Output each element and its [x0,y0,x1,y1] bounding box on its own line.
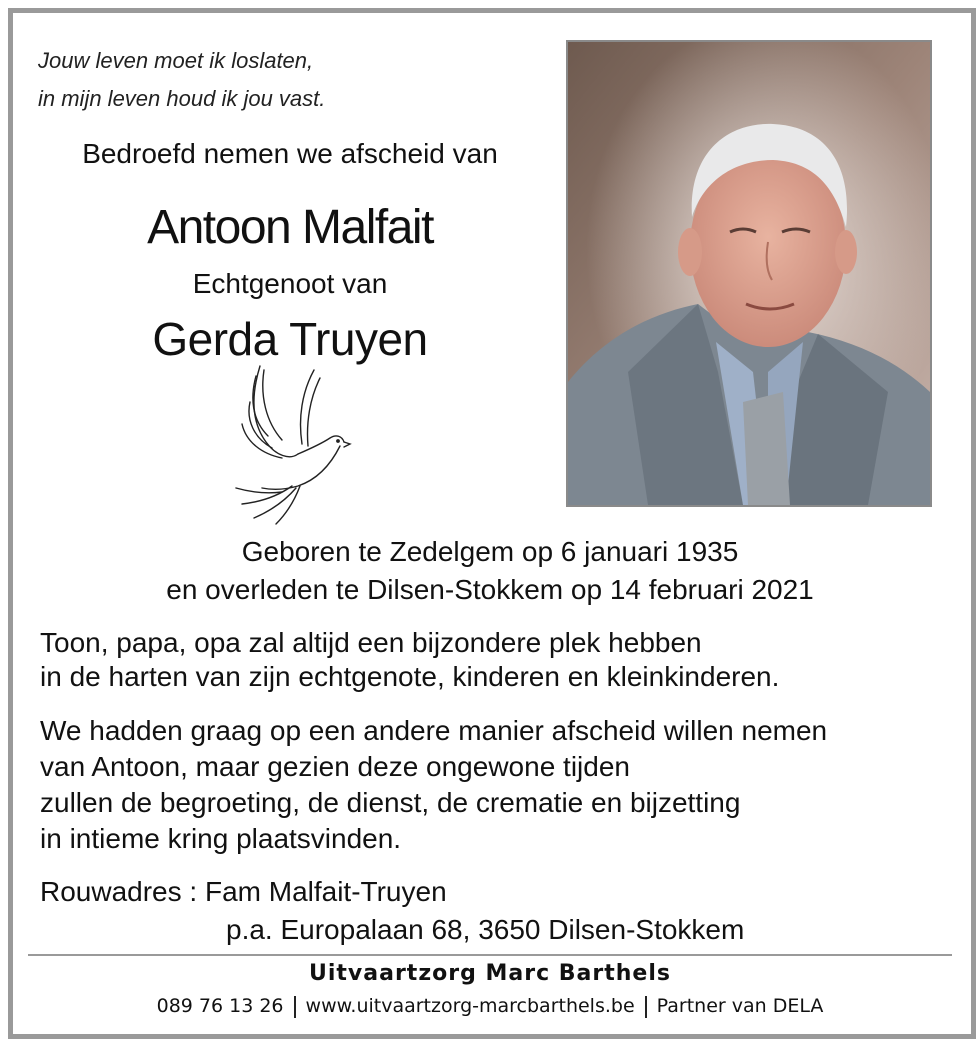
address-line-2: p.a. Europalaan 68, 3650 Dilsen-Stokkem [226,914,745,945]
paragraph2-line-2: van Antoon, maar gezien deze ongewone tijden [40,751,630,782]
phone-number: 089 76 13 26 [156,995,284,1017]
spouse-label: Echtgenoot van [192,268,388,299]
partner-text: Partner van DELA [656,995,824,1017]
birth-line: Geboren te Zedelgem op 6 januari 1935 [241,536,739,567]
dove-icon [232,362,352,527]
paragraph2-line-3: zullen de begroeting, de dienst, de crematie en bijzetting [40,787,741,818]
paragraph2-line-1: We hadden graag op een andere manier afscheid willen nemen [40,715,828,746]
paragraph1-line-2: in de harten van zijn echtgenote, kinderen en kleinkinderen. [40,661,780,692]
spouse-name: Gerda Truyen [152,313,428,365]
poem-line-2: in mijn leven houd ik jou vast. [38,86,326,111]
address-line-1: Rouwadres : Fam Malfait-Truyen [40,876,447,907]
deceased-name: Antoon Malfait [147,201,433,254]
poem-line-1: Jouw leven moet ik loslaten, [38,48,314,73]
separator [294,996,296,1018]
portrait-image [568,42,930,505]
paragraph1-line-1: Toon, papa, opa zal altijd een bijzondere plek hebben [40,627,702,658]
footer-divider [28,954,952,956]
intro-text: Bedroefd nemen we afscheid van [82,138,498,169]
paragraph2-line-4: in intieme kring plaatsvinden. [40,823,402,854]
separator [645,996,647,1018]
contact-line [0,995,980,1018]
death-line: en overleden te Dilsen-Stokkem op 14 februari 2021 [166,574,814,605]
website-link[interactable]: www.uitvaartzorg-marcbarthels.be [305,995,635,1017]
portrait-photo [566,40,932,507]
company-name: Uitvaartzorg Marc Barthels [309,961,671,986]
